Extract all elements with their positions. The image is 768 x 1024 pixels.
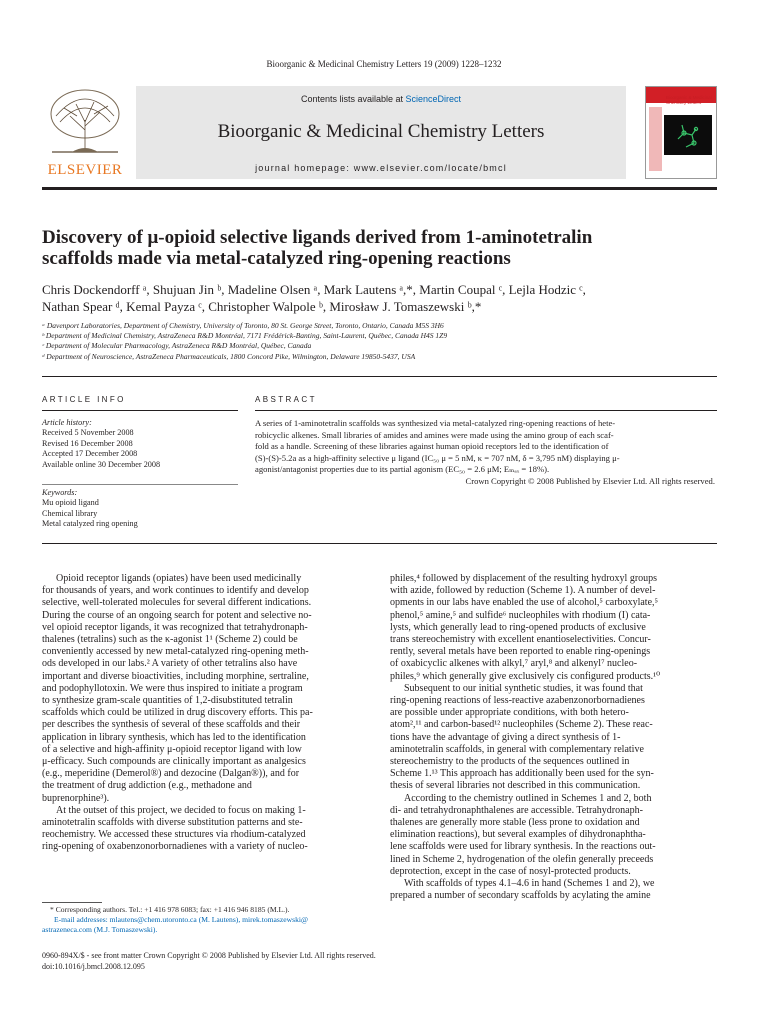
body-line: are possible under appropriate conditions, with both hetero- bbox=[390, 707, 629, 719]
body-line: deprotection, except in the case of nosyl-protected products. bbox=[390, 865, 631, 877]
footnote-line: astrazeneca.com (M.J. Tomaszewski). bbox=[42, 925, 158, 934]
body-line: ring-opening reactions of less-reactive azabenzonorbornadienes bbox=[390, 695, 645, 707]
history-item: Revised 16 December 2008 bbox=[42, 438, 133, 448]
abstract-line: robicyclic alkenes. Small libraries of amides and amines were made using the amino group of each scaf- bbox=[255, 429, 614, 440]
keyword: Metal catalyzed ring opening bbox=[42, 519, 138, 529]
affiliation: ᶜ Department of Molecular Pharmacology, AstraZeneca R&D Montréal, Québec, Canada bbox=[42, 341, 312, 351]
front-matter-line: 0960-894X/$ - see front matter Crown Copyright © 2008 Published by Elsevier Ltd. All rights reserved. bbox=[42, 951, 376, 960]
body-line: At the outset of this project, we decided to focus on making 1- bbox=[56, 804, 306, 816]
cover-title: Bioorganic & Medicinal Chemistry Letters bbox=[666, 95, 712, 105]
author-line: Chris Dockendorff ᵃ, Shujuan Jin ᵇ, Madeline Olsen ᵃ, Mark Lautens ᵃ,*, Martin Coupal ᶜ, Lejla Hodzic ᶜ, bbox=[42, 282, 586, 297]
body-rule bbox=[42, 543, 717, 544]
body-line: During the course of an ongoing search for potent and selective no- bbox=[42, 609, 312, 621]
publisher-name: ELSEVIER bbox=[47, 162, 123, 178]
page-footer bbox=[42, 950, 542, 972]
journal-cover-thumbnail[interactable] bbox=[645, 86, 717, 179]
abstract-copyright: Crown Copyright © 2008 Published by Elsevier Ltd. All rights reserved. bbox=[465, 475, 715, 486]
abstract-text bbox=[255, 418, 715, 487]
journal-title: Bioorganic & Medicinal Chemistry Letters bbox=[217, 121, 545, 142]
body-line: and podophyllotoxin. We were thus inspired to initiate a program bbox=[42, 682, 303, 694]
body-line: trans stereochemistry with excellent enantioselectivities. Concur- bbox=[390, 634, 651, 646]
body-line: thesis of several libraries not described in this communication. bbox=[390, 780, 641, 792]
abstract-line: A series of 1-aminotetralin scaffolds was synthesized via metal-catalyzed ring-opening reactions of hete- bbox=[255, 418, 616, 428]
body-line: phenol,⁵ amine,⁵ and sulfide⁶ nucleophiles with rhodium (I) cata- bbox=[390, 609, 651, 621]
article-info-heading: ARTICLE INFO bbox=[42, 395, 126, 404]
history-item: Received 5 November 2008 bbox=[42, 428, 134, 438]
body-line: Subsequent to our initial synthetic studies, it was found that bbox=[404, 682, 643, 694]
body-line: aminotetralin scaffolds with diverse substitution patterns and ste- bbox=[42, 817, 303, 829]
article-info-rule bbox=[42, 410, 238, 411]
body-line: to synthesize gram-scale quantities of 1,2-disubstituted tetralin bbox=[42, 695, 293, 707]
body-line: Scheme 1.¹³ This approach has additionally been used for the syn- bbox=[390, 768, 654, 780]
body-line: lined in Scheme 2, hydrogenation of the olefin generally preceeds bbox=[390, 853, 654, 865]
section-rule bbox=[42, 376, 717, 377]
sciencedirect-link[interactable]: ScienceDirect bbox=[405, 94, 462, 104]
journal-homepage[interactable]: journal homepage: www.elsevier.com/locate/bmcl bbox=[255, 163, 507, 173]
body-line: the treatment of drug addiction (e.g., methadone and bbox=[42, 780, 252, 792]
body-line: application in library synthesis, which has led to the identification bbox=[42, 731, 306, 743]
journal-citation: Bioorganic & Medicinal Chemistry Letters 19 (2009) 1228–1232 bbox=[266, 59, 502, 69]
paper-title bbox=[42, 227, 722, 269]
body-line: opments in our labs have enabled the use of alcohol,⁵ carboxylate,⁵ bbox=[390, 597, 658, 609]
abstract-line: (S)-(S)-5.2a as a high-affinity selective μ ligand (IC₅₀ μ = 5 nM, κ = 707 nM, δ = 3,795 nM) displaying μ- bbox=[255, 452, 620, 463]
journal-banner bbox=[136, 86, 626, 179]
body-line: philes,⁹ which generally give exclusively cis configured products.¹⁰ bbox=[390, 670, 661, 682]
body-line: ods developed in our labs.² A variety of other tetralins also have bbox=[42, 658, 298, 670]
tree-emblem-icon bbox=[42, 86, 128, 158]
body-line: According to the chemistry outlined in Schemes 1 and 2, both bbox=[404, 792, 652, 804]
body-line: lysts, which generally lead to ring-opened products of exclusive bbox=[390, 621, 646, 633]
footnote-rule bbox=[42, 902, 102, 903]
author-line: Nathan Spear ᵈ, Kemal Payza ᶜ, Christopher Walpole ᵇ, Mirosław J. Tomaszewski ᵇ,* bbox=[42, 299, 482, 314]
body-line: prepared a number of secondary scaffolds by acylating the amine bbox=[390, 890, 651, 902]
article-history bbox=[42, 418, 242, 470]
body-line: aminotetralin scaffolds, in general with complementary relative bbox=[390, 743, 644, 755]
affiliation-list bbox=[42, 321, 742, 362]
history-item: Available online 30 December 2008 bbox=[42, 459, 161, 469]
journal-header bbox=[42, 86, 717, 179]
body-line: rently, several metals have been reported to enable ring-openings bbox=[390, 646, 651, 658]
affiliation: ᵇ Department of Medicinal Chemistry, AstraZeneca R&D Montréal, 7171 Frédérick-Banting, Saint-Laurent, Québec, Canada H4S 1Z9 bbox=[42, 331, 448, 341]
abstract-line: agonist/antagonist properties due to its partial agonism (EC₅₀ = 2.6 μM; Eₘₐₓ = 18%). bbox=[255, 464, 550, 474]
title-line: Discovery of μ-opioid selective ligands derived from 1-aminotetralin bbox=[42, 227, 593, 248]
body-line: important and diverse bioactivities, including morphine, sertraline, bbox=[42, 670, 309, 682]
affiliation: ᵃ Davenport Laboratories, Department of Chemistry, University of Toronto, 80 St. George Street, Toronto, Ontario, Canada M5S 3H6 bbox=[42, 321, 444, 330]
header-rule bbox=[42, 187, 717, 190]
molecule-graphic-icon bbox=[664, 115, 712, 155]
footnote-line: * Corresponding authors. Tel.: +1 416 978 6083; fax: +1 416 946 8185 (M.L.). bbox=[50, 905, 290, 914]
body-line: stereochemistry to the products of the sequences outlined in bbox=[390, 756, 630, 768]
body-line: lene scaffolds were used for library synthesis. In the reactions out- bbox=[390, 841, 656, 853]
keywords bbox=[42, 488, 242, 530]
body-line: elimination reactions), but several examples of dihydronaphtha- bbox=[390, 829, 646, 841]
body-line: vel opioid receptor ligands, it was recognized that tetrahydronaph- bbox=[42, 621, 308, 633]
body-line: ring-opening of oxabenzonorbornadienes with a variety of nucleo- bbox=[42, 841, 308, 853]
body-line: atom²,¹¹ and carbon-based¹² nucleophiles (Scheme 2). These reac- bbox=[390, 719, 653, 731]
body-line: of oxabicyclic alkenes with alkyl,⁷ aryl,⁸ and alkenyl⁷ nucleo- bbox=[390, 658, 638, 670]
keyword: Mu opioid ligand bbox=[42, 498, 99, 508]
body-line: philes,⁴ followed by displacement of the resulting hydroxyl groups bbox=[390, 573, 658, 584]
abstract-line: fold as a handle. Screening of these libraries against human opioid receptors led to the identification of bbox=[255, 441, 609, 451]
contents-line bbox=[136, 94, 626, 104]
keywords-label: Keywords: bbox=[42, 488, 78, 497]
body-line: for thousands of years, and work continues to identify and develop bbox=[42, 585, 309, 597]
cover-image bbox=[664, 115, 712, 155]
body-line: reochemistry. We accessed these structures via rhodium-catalyzed bbox=[42, 829, 306, 841]
body-line: conveniently accessed by new metal-catalyzed ring-opening meth- bbox=[42, 646, 309, 658]
body-line: (e.g., meperidine (Demerol®) and dezocine (Dalgan®)), and for bbox=[42, 768, 300, 780]
history-item: Accepted 17 December 2008 bbox=[42, 449, 138, 459]
body-column-right bbox=[390, 573, 715, 902]
author-list bbox=[42, 281, 742, 315]
affiliation: ᵈ Department of Neuroscience, AstraZeneca Pharmaceuticals, 1800 Concord Pike, Wilmington, Delaware 19850-5437, USA bbox=[42, 351, 416, 361]
body-line: with azide, followed by reduction (Scheme 1). A number of devel- bbox=[390, 585, 656, 597]
body-line: With scaffolds of types 4.1–4.6 in hand (Schemes 1 and 2), we bbox=[404, 878, 655, 890]
body-line: selective, well-tolerated molecules for several different indications. bbox=[42, 597, 312, 609]
body-line: scaffolds which could be utilized in drug discovery efforts. This pa- bbox=[42, 707, 313, 719]
body-line: μ-efficacy. Such compounds are clinically important as analgesics bbox=[42, 756, 306, 768]
keywords-rule bbox=[42, 484, 238, 485]
body-line: di- and tetrahydronaphthalenes are accessible. Tetrahydronaph- bbox=[390, 804, 643, 816]
body-column-left bbox=[42, 573, 367, 854]
history-label: Article history: bbox=[42, 418, 92, 427]
corresponding-author-footnote bbox=[42, 905, 372, 935]
body-line: per describes the synthesis of several of these scaffolds and their bbox=[42, 719, 301, 731]
abstract-heading: ABSTRACT bbox=[255, 395, 317, 404]
footnote-line: E-mail addresses: mlautens@chem.utoronto.ca (M. Lautens), mirek.tomaszewski@ bbox=[54, 915, 308, 924]
keyword: Chemical library bbox=[42, 508, 98, 518]
title-line: scaffolds made via metal-catalyzed ring-opening reactions bbox=[42, 248, 511, 269]
doi-line[interactable]: doi:10.1016/j.bmcl.2008.12.095 bbox=[42, 962, 145, 971]
body-line: thalenes (tetralins) such as the κ-agonist 1¹ (Scheme 2) could be bbox=[42, 634, 298, 646]
body-line: tions have the advantage of giving a direct synthesis of 1- bbox=[390, 731, 621, 743]
body-line: buprenorphine³). bbox=[42, 792, 110, 804]
elsevier-logo[interactable] bbox=[42, 86, 128, 179]
body-line: of a selective and high-affinity μ-opioid receptor ligand with low bbox=[42, 743, 302, 755]
body-line: thalenes are generally more stable (less prone to oxidation and bbox=[390, 817, 640, 829]
body-line: Opioid receptor ligands (opiates) have been used medicinally bbox=[56, 573, 302, 584]
cover-side-band bbox=[649, 107, 662, 171]
abstract-rule bbox=[255, 410, 717, 411]
contents-prefix: Contents lists available at bbox=[300, 94, 406, 104]
